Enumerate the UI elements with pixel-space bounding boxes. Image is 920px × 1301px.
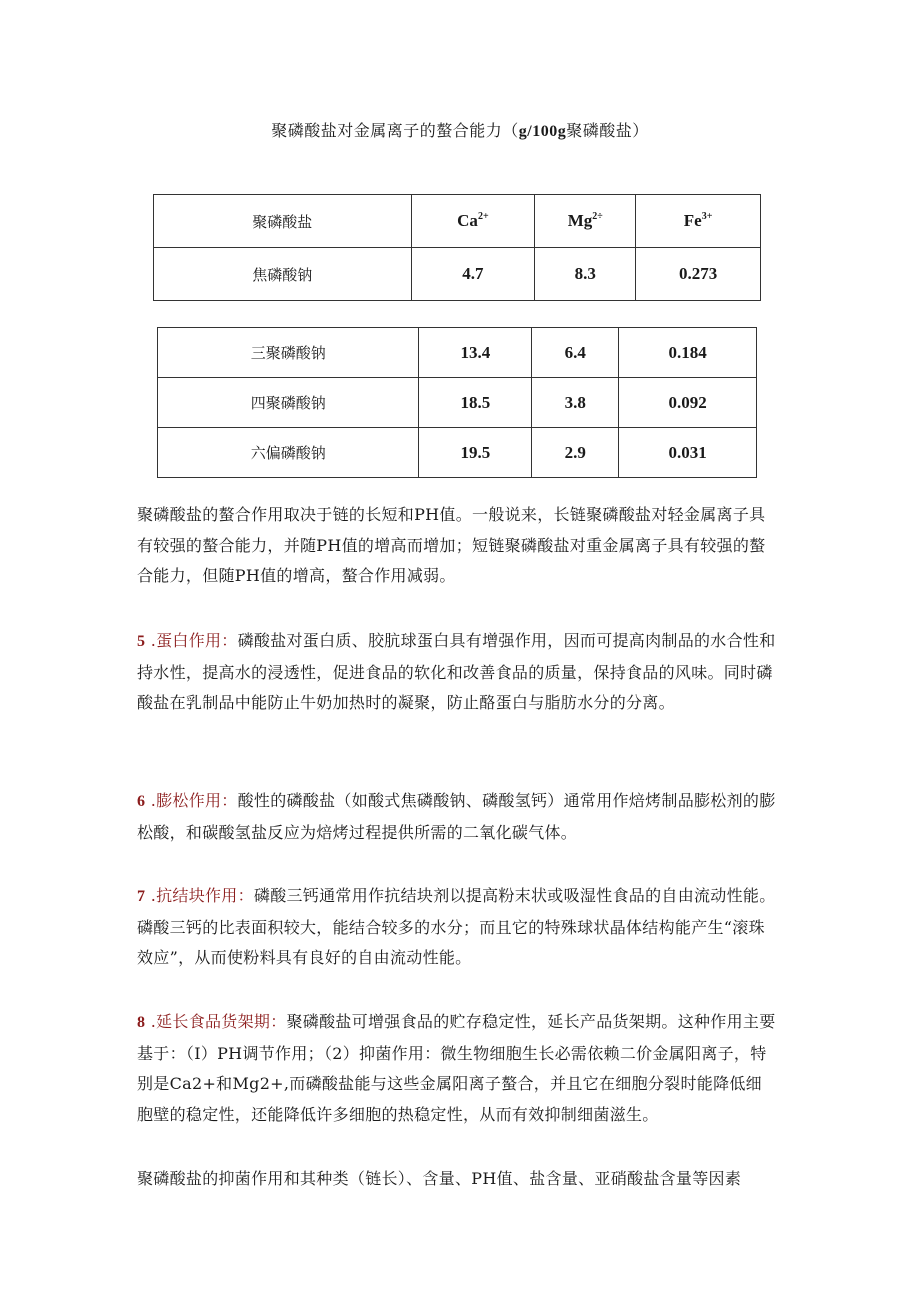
section-5-protein: 5 .蛋白作用：磷酸盐对蛋白质、胶肮球蛋白具有增强作用，因而可提高肉制品的水合性和持水性，提高水的浸透性，促进食品的软化和改善食品的质量，保持食品的风味。同时磷酸盐在乳制品中能防止牛奶加热时的凝聚，防止酪蛋白与脂肪水分的分离。 [137, 631, 776, 712]
chelation-table-bottom [157, 327, 757, 478]
row-fe: 0.031 [619, 428, 757, 478]
section-7-anticaking: 7 .抗结块作用：磷酸三钙通常用作抗结块剂以提高粉末状或吸湿性食品的自由流动性能。磷酸三钙的比表面积较大，能结合较多的水分；而且它的特殊球状晶体结构能产生“滚珠效应”，从而使粉料具有良好的自由流动性能。 [137, 886, 776, 967]
row-fe: 0.184 [619, 328, 757, 378]
table-row [158, 378, 757, 428]
row-mg: 3.8 [532, 378, 619, 428]
header-ca: $Ca^{2+}$ [411, 195, 535, 248]
header-polyphosphate: 聚磷酸盐 [154, 195, 412, 248]
table-row [158, 328, 757, 378]
header-mg: $Mg^{2\div}$ [535, 195, 636, 248]
section-6-leavening: 6 .膨松作用：酸性的磷酸盐（如酸式焦磷酸钠、磷酸氢钙）通常用作焙烤制品膨松剂的膨松酸，和碳酸氢盐反应为焙烤过程提供所需的二氧化碳气体。 [137, 791, 776, 842]
header-fe: $Fe^{3+}$ [636, 195, 761, 248]
row-mg: 6.4 [532, 328, 619, 378]
row-name: 六偏磷酸钠 [158, 428, 419, 478]
table-row [158, 428, 757, 478]
section-8-shelf-life: 8 .延长食品货架期：聚磷酸盐可增强食品的贮存稳定性，延长产品货架期。这种作用主要基于：（I）PH调节作用；（2）抑菌作用：微生物细胞生长必需依赖二价金属阳离子，特别是Ca2+和Mg2+,而磷酸盐能与这些金属阳离子螯合，并且它在细胞分裂时能降低细胞壁的稳定性，还能降低许多细胞的热稳定性，从而有效抑制细菌滋生。 [137, 1012, 776, 1124]
row-mg: 2.9 [532, 428, 619, 478]
row-ca: 18.5 [419, 378, 532, 428]
table-row [154, 248, 761, 301]
row-fe: 0.092 [619, 378, 757, 428]
row-ca: 19.5 [419, 428, 532, 478]
table-header-row [154, 195, 761, 248]
row-ca: 4.7 [411, 248, 535, 301]
table-caption: 聚磷酸盐对金属离子的螯合能力（g/100g聚磷酸盐） [271, 121, 649, 140]
paragraph-chelation: 聚磷酸盐的螯合作用取决于链的长短和PH值。一般说来，长链聚磷酸盐对轻金属离子具有较强的螯合能力，并随PH值的增高而增加；短链聚磷酸盐对重金属离子具有较强的螯合能力，但随PH值的增高，螯合作用减弱。 [137, 505, 766, 585]
paragraph-antibacterial: 聚磷酸盐的抑菌作用和其种类（链长）、含量、PH值、盐含量、亚硝酸盐含量等因素 [137, 1169, 742, 1188]
row-ca: 13.4 [419, 328, 532, 378]
chelation-table-top [153, 194, 761, 301]
row-name: 焦磷酸钠 [154, 248, 412, 301]
row-name: 三聚磷酸钠 [158, 328, 419, 378]
row-name: 四聚磷酸钠 [158, 378, 419, 428]
row-fe: 0.273 [636, 248, 761, 301]
row-mg: 8.3 [535, 248, 636, 301]
